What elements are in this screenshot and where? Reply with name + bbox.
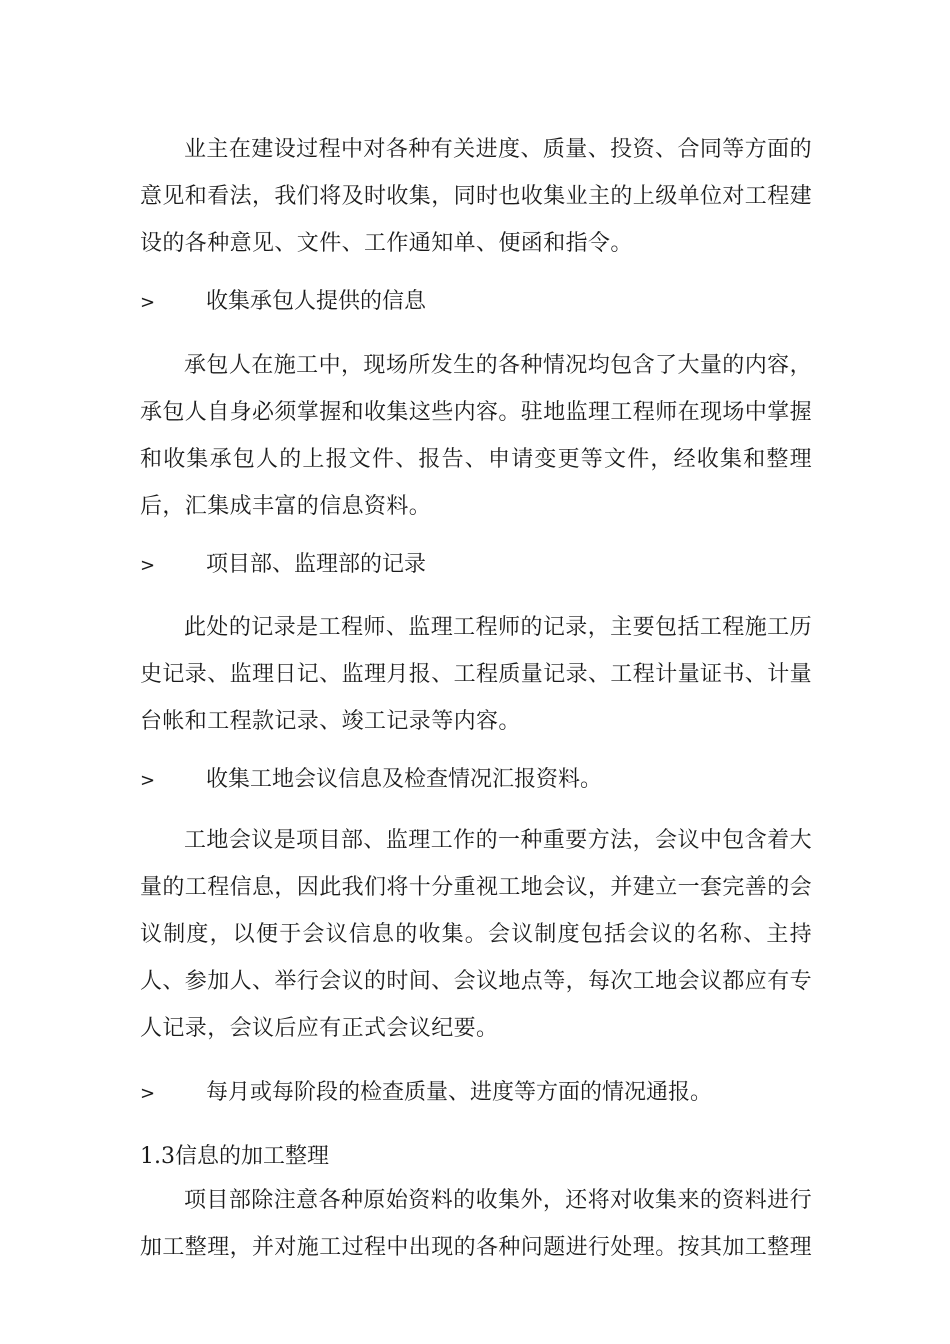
paragraph-site-meetings: 工地会议是项目部、监理工作的一种重要方法，会议中包含着大量的工程信息，因此我们将十分重视工地会议，并建立一套完善的会议制度，以便于会议信息的收集。会议制度包括会议的名称、主持人、参加人、举行会议的时间、会议地点等，每次工地会议都应有专人记录，会议后应有正式会议纪要。	[140, 828, 813, 1041]
bullet-arrow-icon: >	[140, 555, 156, 576]
bullet-text: 收集承包人提供的信息	[206, 289, 427, 314]
paragraph-processing: 项目部除注意各种原始资料的收集外，还将对收集来的资料进行加工整理，并对施工过程中出现的各种问题进行处理。按其加工整理	[140, 1188, 813, 1260]
section-heading: 1.3信息的加工整理	[140, 1144, 329, 1169]
paragraph-records: 此处的记录是工程师、监理工程师的记录，主要包括工程施工历史记录、监理日记、监理月报、工程质量记录、工程计量证书、计量台帐和工程款记录、竣工记录等内容。	[140, 615, 813, 734]
bullet-arrow-icon: >	[140, 1083, 156, 1104]
bullet-site-meetings	[140, 765, 812, 796]
paragraph-owner-opinions: 业主在建设过程中对各种有关进度、质量、投资、合同等方面的意见和看法，我们将及时收集，同时也收集业主的上级单位对工程建设的各种意见、文件、工作通知单、便函和指令。	[140, 137, 813, 256]
bullet-text: 收集工地会议信息及检查情况汇报资料。	[206, 767, 603, 792]
bullet-monthly-report	[140, 1078, 812, 1109]
bullet-contractor-info	[140, 287, 812, 318]
bullet-text: 每月或每阶段的检查质量、进度等方面的情况通报。	[206, 1080, 713, 1105]
bullet-arrow-icon: >	[140, 292, 156, 313]
bullet-text: 项目部、监理部的记录	[206, 552, 427, 577]
bullet-arrow-icon: >	[140, 770, 156, 791]
paragraph-contractor-info: 承包人在施工中，现场所发生的各种情况均包含了大量的内容，承包人自身必须掌握和收集这些内容。驻地监理工程师在现场中掌握和收集承包人的上报文件、报告、申请变更等文件，经收集和整理后，汇集成丰富的信息资料。	[140, 353, 813, 519]
bullet-records	[140, 550, 812, 581]
